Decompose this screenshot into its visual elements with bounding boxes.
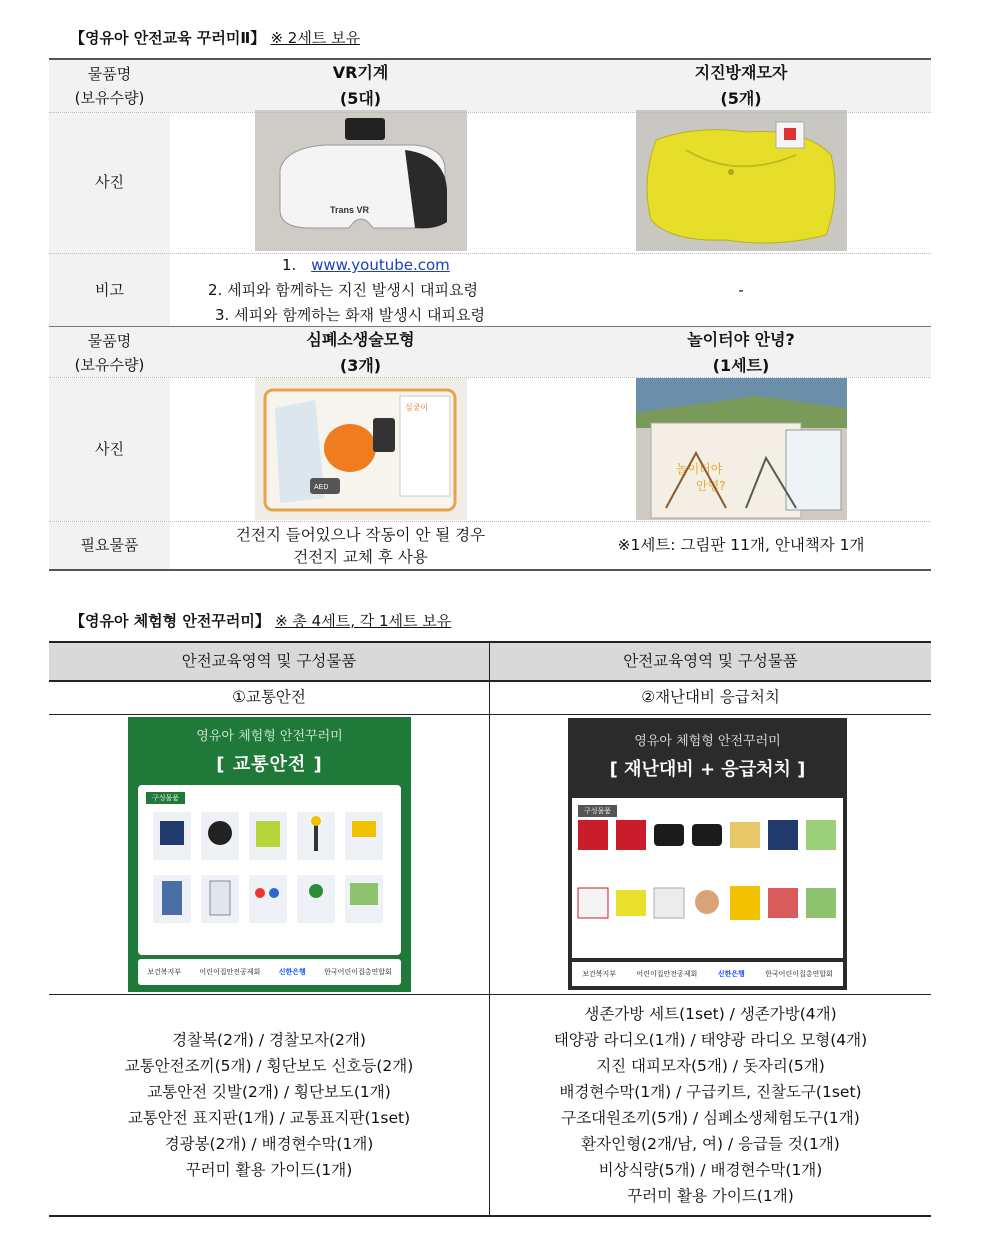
traffic-poster [128,717,411,992]
disaster-poster [568,718,847,990]
disaster-poster-tag: 구성물품 [578,805,617,817]
label-item-name: 물품명 [87,332,132,350]
table1-bottom-border [49,569,931,571]
separator [49,253,931,254]
needed-playground [551,522,931,569]
remark-hood-text: - [738,281,744,299]
label-photo: 사진 [95,173,124,191]
traffic-logo-shinhan: 신한은행 [278,968,306,976]
label-needed: 필요물품 [80,536,139,554]
traffic-item: 경찰복(2개) / 경찰모자(2개) [172,1031,366,1049]
item-qty-playground: (1세트) [712,356,770,375]
section2-title-text: 【영유아 체험형 안전꾸러미】 [70,612,270,630]
area-traffic-text: ①교통안전 [232,688,306,706]
label-remark: 비고 [95,281,124,299]
traffic-poster-title: [ 교통안전 ] [216,754,323,775]
disaster-item: 구조대원조끼(5개) / 심폐소생체험도구(1개) [561,1109,860,1127]
remark-fire: 3. 세피와 함께하는 화재 발생시 대피요령 [215,306,485,324]
area-disaster-text: ②재난대비 응급처치 [641,688,780,706]
disaster-poster-footer [572,962,843,986]
earthquake-hood-photo [636,110,847,251]
item-qty-cpr: (3개) [339,356,382,375]
separator [49,112,931,113]
traffic-item-list [49,1027,489,1183]
cpr-model-photo [255,378,467,520]
item-header-vr [170,60,551,112]
remark-num-1: 1. [282,256,297,274]
traffic-item: 교통안전조끼(5개) / 횡단보도 신호등(2개) [124,1057,414,1075]
disaster-poster-title: [ 재난대비 + 응급처치 ] [609,759,806,780]
traffic-logo-federation: 한국어린이집총연합회 [324,968,392,976]
disaster-poster-top: 영유아 체험형 안전꾸러미 [634,734,781,749]
item-header-playground [551,327,931,377]
svg-text:놀이터야: 놀이터야 [676,462,723,476]
disaster-logo-mohw: 보건복지부 [582,970,617,978]
needed-cpr-line2: 건전지 교체 후 사용 [293,548,428,566]
section1-title-text: 【영유아 안전교육 꾸러미Ⅱ】 [70,29,266,47]
area-disaster [490,682,931,714]
label-item-qty: (보유수량) [74,89,145,107]
vr-headset-photo [255,110,467,251]
disaster-poster-items [572,798,843,958]
disaster-item: 지진 대피모자(5개) / 돗자리(5개) [596,1057,825,1075]
needed-cpr [170,522,551,571]
disaster-logo-federation: 한국어린이집총연합회 [765,970,833,978]
remark-earthquake: 2. 세피와 함께하는 지진 발생시 대피요령 [208,281,478,299]
section2-title [70,610,451,631]
traffic-poster-footer [138,959,401,985]
vr-brand-text: Trans VR [330,205,370,215]
traffic-item: 경광봉(2개) / 배경현수막(1개) [164,1135,374,1153]
col-header-left-text: 안전교육영역 및 구성물품 [181,652,357,670]
area-traffic [49,682,489,714]
item-header-hood [551,60,931,112]
section1-title [70,27,360,48]
item-name-vr: VR기계 [332,63,389,82]
svg-text:안녕?: 안녕? [696,479,726,493]
cpr-label-text: 심쿵이 [405,403,429,412]
traffic-poster-top: 영유아 체험형 안전꾸러미 [196,729,343,744]
item-header-cpr [170,327,551,377]
label-photo: 사진 [95,440,124,458]
row-label-item-2 [49,327,170,377]
disaster-logo-mutual: 어린이집안전공제회 [636,970,698,978]
traffic-item: 꾸러미 활용 가이드(1개) [185,1161,353,1179]
disaster-item: 배경현수막(1개) / 구급키트, 진찰도구(1set) [559,1083,862,1101]
col-header-right [490,643,931,680]
table2-header-row [49,641,931,681]
disaster-item: 비상식량(5개) / 배경현수막(1개) [598,1161,823,1179]
disaster-item: 태양광 라디오(1개) / 태양광 라디오 모형(4개) [553,1031,868,1049]
playground-kit-photo [636,378,847,520]
disaster-item: 생존가방 세트(1set) / 생존가방(4개) [584,1005,837,1023]
item-name-cpr: 심폐소생술모형 [306,330,415,349]
cpr-aed-text: AED [314,484,329,491]
separator [49,994,931,995]
disaster-item: 꾸러미 활용 가이드(1개) [627,1187,794,1205]
item-name-hood: 지진방재모자 [694,63,788,82]
item-name-playground: 놀이터야 안녕? [687,330,795,349]
needed-playground-text: ※1세트: 그림판 11개, 안내책자 1개 [617,536,865,554]
row-label-photo-2 [49,378,170,521]
disaster-item-list [490,1001,931,1209]
label-item-qty: (보유수량) [74,356,145,374]
traffic-item: 교통안전 깃발(2개) / 횡단보도(1개) [147,1083,391,1101]
separator [49,714,931,715]
youtube-link[interactable]: www.youtube.com [311,256,450,274]
traffic-logo-mutual: 어린이집안전공제회 [199,968,261,976]
row-label-photo-1 [49,112,170,253]
remark-hood [551,253,931,327]
traffic-logo-mohw: 보건복지부 [147,968,182,976]
col-header-right-text: 안전교육영역 및 구성물품 [623,652,798,670]
disaster-item: 환자인형(2개/남, 여) / 응급들 것(1개) [581,1135,840,1153]
item-qty-hood: (5개) [720,89,762,108]
section1-note: ※ 2세트 보유 [270,29,361,47]
col-header-left [49,643,490,680]
traffic-poster-items [138,785,401,955]
disaster-logo-shinhan: 신한은행 [717,970,745,978]
item-qty-vr: (5대) [339,89,382,108]
traffic-item: 교통안전 표지판(1개) / 교통표지판(1set) [127,1109,411,1127]
section2-note: ※ 총 4세트, 각 1세트 보유 [275,612,452,630]
row-label-remark [49,253,170,327]
label-item-name: 물품명 [87,65,132,83]
row-label-needed [49,522,170,569]
remark-vr [170,253,551,327]
row-label-item-1 [49,60,170,112]
table2-bottom-border [49,1215,931,1217]
traffic-poster-tag: 구성물품 [146,792,185,804]
needed-cpr-line1: 건전지 들어있으나 작동이 안 될 경우 [235,526,486,544]
